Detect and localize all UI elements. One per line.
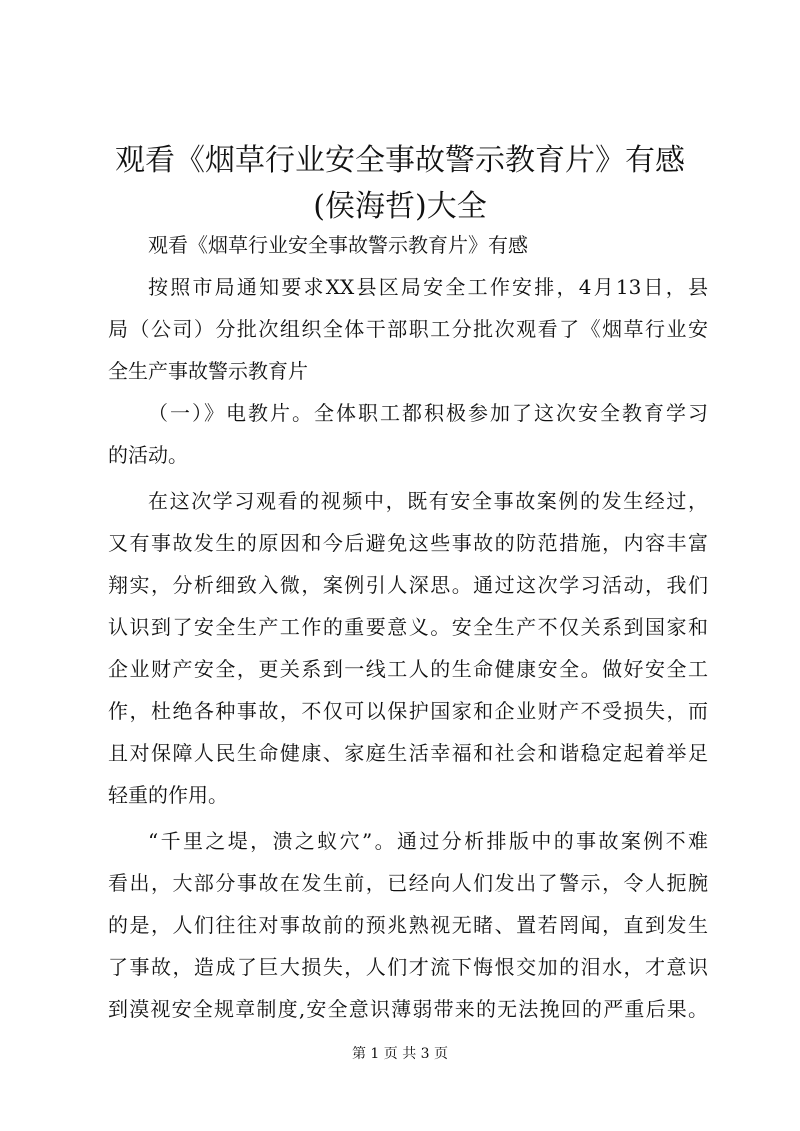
paragraph [108,224,708,266]
text-line: 在这次学习观看的视频中，既有安全事故案例的发生经过， [148,489,708,513]
text-line: 企业财产安全，更关系到一线工人的生命健康安全。做好安全工 [108,657,708,681]
text-line: 按照市局通知要求XX县区局安全工作安排，4月13日，县 [148,275,708,299]
text-line: 到漠视安全规章制度,安全意识薄弱带来的无法挽回的严重后果。 [108,997,708,1021]
text-line: 作，杜绝各种事故，不仅可以保护国家和企业财产不受损失，而 [108,699,708,723]
text-line: 观看《烟草行业安全事故警示教育片》有感 [148,233,528,257]
text-line: （一）》电教片。全体职工都积极参加了这次安全教育学习 [148,401,708,425]
text-line: 的活动。 [108,443,188,467]
page-title [90,138,710,230]
paragraph [108,392,708,476]
paragraph [108,266,708,392]
page-number: 第 1 页 共 3 页 [351,1046,449,1062]
text-line: “千里之堤，溃之蚁穴”。通过分析排版中的事故案例不难 [148,829,708,853]
text-line: 翔实，分析细致入微，案例引人深思。通过这次学习活动，我们 [108,573,708,597]
text-line: 认识到了安全生产工作的重要意义。安全生产不仅关系到国家和 [108,615,708,639]
document-body [108,224,708,1030]
text-line: 的是，人们往往对事故前的预兆熟视无睹、置若罔闻，直到发生 [108,913,708,937]
text-line: 全生产事故警示教育片 [108,359,308,383]
paragraph [108,820,708,1030]
text-line: 局（公司）分批次组织全体干部职工分批次观看了《烟草行业安 [108,317,708,341]
paragraph [108,480,708,816]
text-line: 且对保障人民生命健康、家庭生活幸福和社会和谐稳定起着举足 [108,741,708,765]
title-line: 观看《烟草行业安全事故警示教育片》有感 [115,143,685,178]
text-line: 看出，大部分事故在发生前，已经向人们发出了警示，令人扼腕 [108,871,708,895]
text-line: 又有事故发生的原因和今后避免这些事故的防范措施，内容丰富 [108,531,708,555]
text-line: 轻重的作用。 [108,783,228,807]
text-line: 了事故，造成了巨大损失，人们才流下悔恨交加的泪水，才意识 [108,955,708,979]
title-line: (侯海哲)大全 [313,189,487,224]
